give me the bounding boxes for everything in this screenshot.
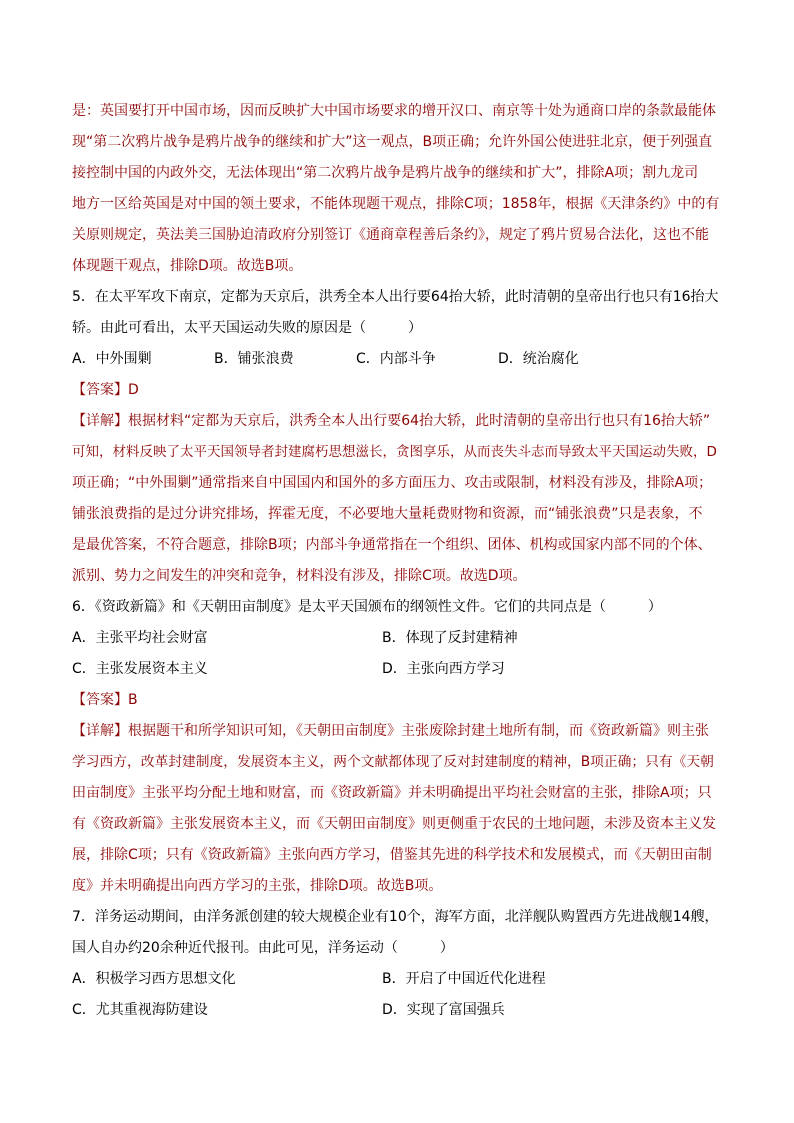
option-a: A．中外围剿 bbox=[72, 351, 152, 367]
answer-value: B bbox=[128, 692, 138, 708]
options-row bbox=[72, 654, 724, 685]
options-row bbox=[72, 964, 724, 995]
option-c: C．尤其重视海防建设 bbox=[72, 1002, 208, 1018]
explanation-line: 接控制中国的内政外交，无法体现出“第二次鸦片战争是鸦片战争的继续和扩大”，排除A项；割九龙司 bbox=[72, 165, 699, 181]
options-row bbox=[72, 623, 724, 654]
explanation-line: 是：英国要打开中国市场，因而反映扩大中国市场要求的增开汉口、南京等十处为通商口岸的条款最能体 bbox=[72, 103, 716, 119]
question-stem: 轿。由此可看出，太平天国运动失败的原因是（ ） bbox=[72, 320, 422, 336]
question-stem: 国人自办约20余种近代报刊。由此可见，洋务运动（ ） bbox=[72, 940, 454, 956]
prev-explanation bbox=[72, 96, 724, 282]
option-b: B．铺张浪费 bbox=[214, 351, 294, 367]
question-stem: 7．洋务运动期间，由洋务派创建的较大规模企业有10个，海军方面，北洋舰队购置西方先进战舰14艘， bbox=[72, 909, 719, 925]
explanation-line: 有《资政新篇》主张发展资本主义，而《天朝田亩制度》则更侧重于农民的土地问题，未涉及资本主义发 bbox=[72, 816, 716, 832]
answer-tag: 【答案】 bbox=[72, 692, 128, 708]
explanation-line: 关原则规定，英法美三国胁迫清政府分别签订《通商章程善后条约》，规定了鸦片贸易合法化，这也不能 bbox=[72, 227, 709, 243]
option-b: B．开启了中国近代化进程 bbox=[382, 971, 546, 987]
explanation-line: 是最优答案，不符合题意，排除B项；内部斗争通常指在一个组织、团体、机构或国家内部不同的个体、 bbox=[72, 537, 712, 553]
explanation-line: 展，排除C项；只有《资政新篇》主张向西方学习，借鉴其先进的科学技术和发展模式，而《天朝田亩制 bbox=[72, 847, 712, 863]
explanation-line: 铺张浪费指的是过分讲究排场，挥霍无度，不必要地大量耗费财物和资源，而“铺张浪费”只是表象，不 bbox=[72, 506, 703, 522]
question-6 bbox=[72, 592, 724, 902]
answer-line bbox=[72, 375, 724, 406]
explanation-line: 现“第二次鸦片战争是鸦片战争的继续和扩大”这一观点，B项正确；允许外国公使进驻北京，便于列强直 bbox=[72, 134, 713, 150]
page-content bbox=[72, 96, 724, 1026]
explanation-line: 地方一区给英国是对中国的领土要求，不能体现题干观点，排除C项；1858年，根据《天津条约》中的有 bbox=[72, 196, 720, 212]
explanation-line: 可知，材料反映了太平天国领导者封建腐朽思想滋长，贪图享乐，从而丧失斗志而导致太平天国运动失败，D bbox=[72, 444, 717, 460]
detail-tag: 【详解】 bbox=[72, 723, 128, 739]
option-a: A．积极学习西方思想文化 bbox=[72, 971, 236, 987]
question-stem: 6．《资政新篇》和《天朝田亩制度》是太平天国颁布的纲领性文件。它们的共同点是（ ） bbox=[72, 599, 662, 615]
question-stem: 5．在太平军攻下南京，定都为天京后，洪秀全本人出行要64抬大轿，此时清朝的皇帝出行也只有16抬大 bbox=[72, 289, 719, 305]
option-b: B．体现了反封建精神 bbox=[382, 630, 518, 646]
options-row bbox=[72, 344, 724, 375]
detail-tag: 【详解】 bbox=[72, 413, 128, 429]
answer-tag: 【答案】 bbox=[72, 382, 128, 398]
option-c: C．主张发展资本主义 bbox=[72, 661, 208, 677]
option-d: D．统治腐化 bbox=[498, 351, 579, 367]
option-c: C．内部斗争 bbox=[356, 351, 436, 367]
answer-value: D bbox=[128, 382, 139, 398]
explanation-line: 度》并未明确提出向西方学习的主张，排除D项。故选B项。 bbox=[72, 878, 443, 894]
explanation-line: 学习西方，改革封建制度，发展资本主义，两个文献都体现了反对封建制度的精神，B项正确；只有《天朝 bbox=[72, 754, 714, 770]
option-a: A．主张平均社会财富 bbox=[72, 630, 208, 646]
explanation-line: 派别、势力之间发生的冲突和竞争，材料没有涉及，排除C项。故选D项。 bbox=[72, 568, 527, 584]
explanation-line: 项正确；“中外围剿”通常指来自中国国内和国外的多方面压力、攻击或限制，材料没有涉及，排除A项； bbox=[72, 475, 713, 491]
options-row bbox=[72, 995, 724, 1026]
option-d: D．主张向西方学习 bbox=[382, 661, 505, 677]
option-d: D．实现了富国强兵 bbox=[382, 1002, 505, 1018]
explanation-line: 体现题干观点，排除D项。故选B项。 bbox=[72, 258, 303, 274]
explanation-line: 【详解】根据题干和所学知识可知，《天朝田亩制度》主张废除封建土地所有制，而《资政新篇》则主张 bbox=[72, 723, 709, 739]
question-5 bbox=[72, 282, 724, 592]
explanation-line: 田亩制度》主张平均分配土地和财富，而《资政新篇》并未明确提出平均社会财富的主张，排除A项；只 bbox=[72, 785, 712, 801]
explanation-line: 【详解】根据材料“定都为天京后，洪秀全本人出行要64抬大轿，此时清朝的皇帝出行也只有16抬大轿” bbox=[72, 413, 711, 429]
answer-line bbox=[72, 685, 724, 716]
question-7 bbox=[72, 902, 724, 1026]
